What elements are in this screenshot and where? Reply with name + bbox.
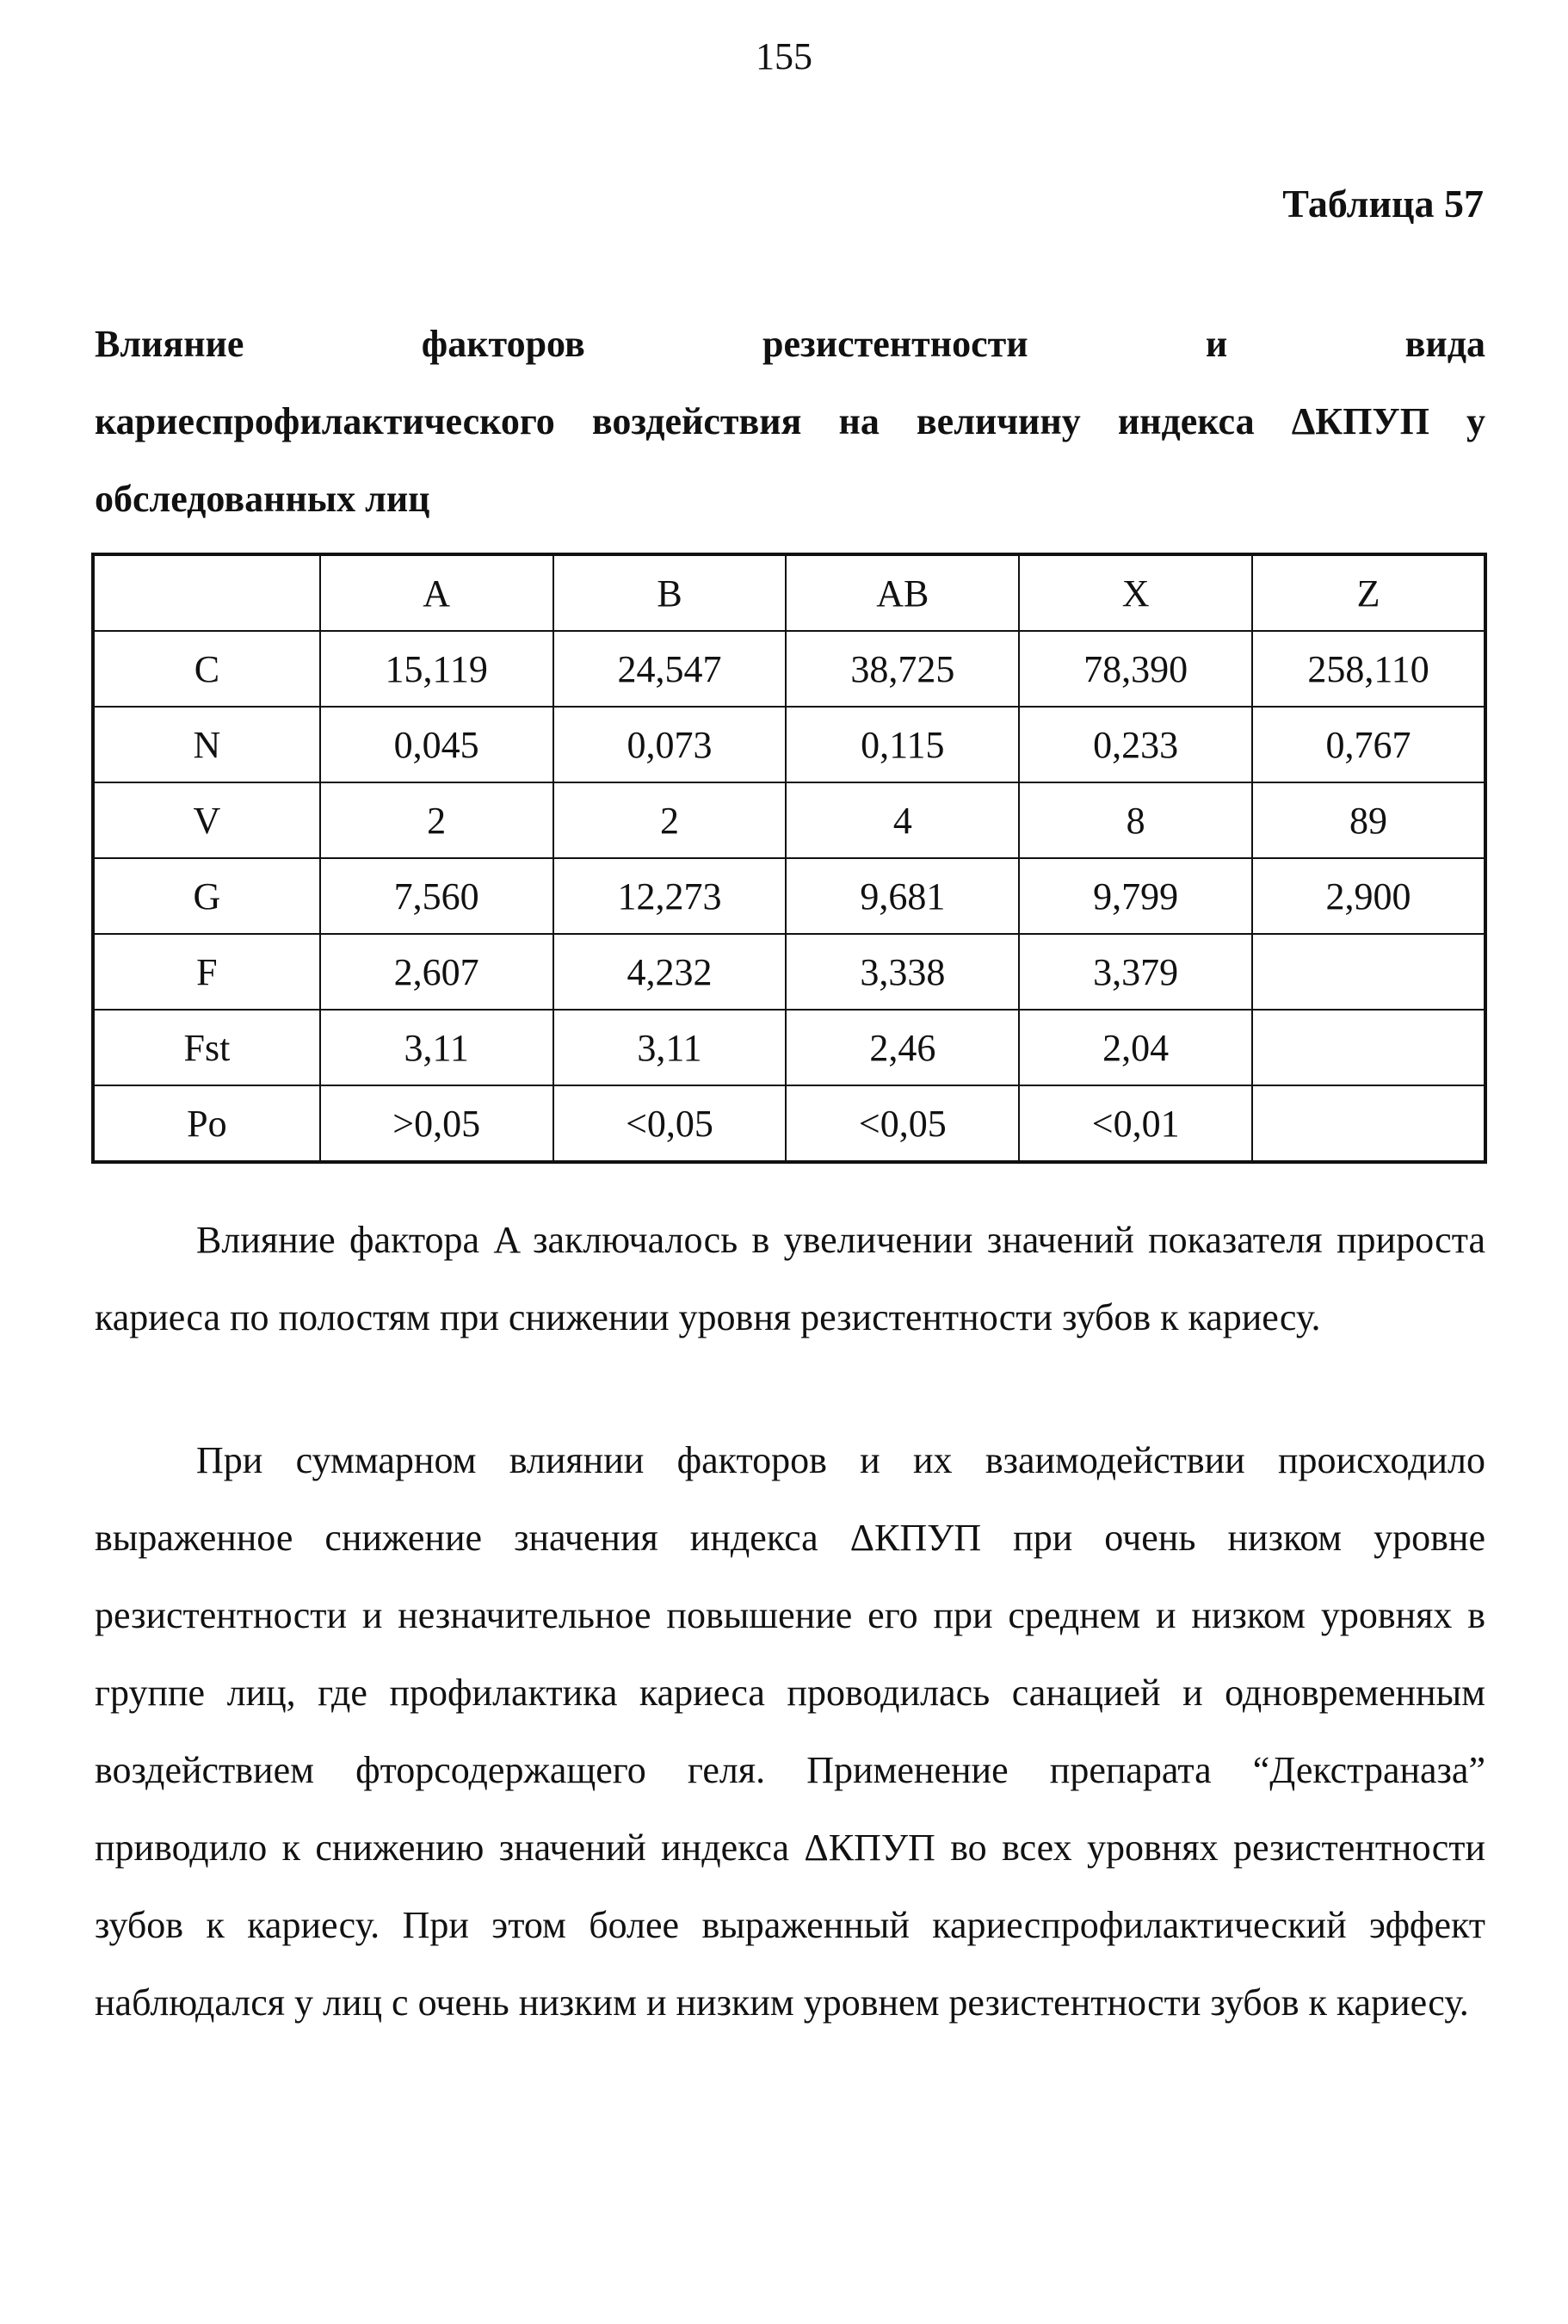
table-cell: 258,110 [1252,631,1485,707]
table-row [93,707,1485,782]
table-label: Таблица 57 [1282,182,1484,226]
table-cell: <0,01 [1019,1085,1252,1162]
table-cell: 2,04 [1019,1010,1252,1085]
header-cell: AB [786,554,1019,631]
table-cell: 3,379 [1019,934,1252,1010]
table-cell: 0,045 [320,707,553,782]
table-cell: 89 [1252,782,1485,858]
table-cell: 38,725 [786,631,1019,707]
table-cell: 2,900 [1252,858,1485,934]
table-cell: >0,05 [320,1085,553,1162]
table-row [93,782,1485,858]
header-cell [93,554,320,631]
caption-word: вида [1404,323,1485,365]
table-row [93,934,1485,1010]
header-cell: Z [1252,554,1485,631]
table-row [93,1085,1485,1162]
table-cell: 2 [553,782,787,858]
table-cell: 3,338 [786,934,1019,1010]
table-row [93,858,1485,934]
table-cell: 2 [320,782,553,858]
table-cell: 7,560 [320,858,553,934]
table-cell: 3,11 [320,1010,553,1085]
table-cell: F [93,934,320,1010]
table-cell: 78,390 [1019,631,1252,707]
table-caption [95,306,1485,538]
table-cell: 4 [786,782,1019,858]
caption-rest: кариеспрофилактического воздействия на величину индекса ΔКПУП у обследованных лиц [95,400,1485,520]
table-cell: Po [93,1085,320,1162]
paragraph-combined-effect: При суммарном влиянии факторов и их взаимодействии происходило выраженное снижение значения индекса ΔКПУП при очень низком уровне резистентности и незначительное повышение его при среднем и низком уровнях в группе лиц, где профилактика кариеса проводилась санацией и одновременным воздействием фторсодержащего геля. Применение препарата “Декстраназа” приводило к снижению значений индекса ΔКПУП во всех уровнях резистентности зубов к кариесу. При этом более выраженный кариеспрофилактический эффект наблюдался у лиц с очень низким и низким уровнем резистентности зубов к кариесу. [95,1439,1485,2024]
table-cell: V [93,782,320,858]
table-cell [1252,1010,1485,1085]
table-cell: <0,05 [786,1085,1019,1162]
table-cell: 0,073 [553,707,787,782]
caption-first-line [95,306,1485,383]
table-cell: 15,119 [320,631,553,707]
table-cell: 0,233 [1019,707,1252,782]
table-cell: 3,11 [553,1010,787,1085]
table-cell: 0,767 [1252,707,1485,782]
table-cell [1252,1085,1485,1162]
table-cell: 9,799 [1019,858,1252,934]
caption-word: факторов [421,323,585,365]
caption-word: и [1205,323,1228,365]
table-cell: C [93,631,320,707]
table-cell: 2,607 [320,934,553,1010]
header-cell: X [1019,554,1252,631]
table-cell [1252,934,1485,1010]
table-cell: G [93,858,320,934]
table-cell: 12,273 [553,858,787,934]
table-cell: 2,46 [786,1010,1019,1085]
caption-word: Влияние [95,323,244,365]
table-cell: 8 [1019,782,1252,858]
paragraph-factor-a: Влияние фактора A заключалось в увеличении значений показателя прироста кариеса по полостям при снижении уровня резистентности зубов к кариесу. [95,1219,1485,1338]
table-cell: 9,681 [786,858,1019,934]
table-cell: 4,232 [553,934,787,1010]
header-cell: B [553,554,787,631]
table-cell: N [93,707,320,782]
table-row [93,1010,1485,1085]
results-table [91,553,1487,1164]
page-number: 155 [756,35,812,77]
table-cell: <0,05 [553,1085,787,1162]
table-row [93,631,1485,707]
table-cell: 24,547 [553,631,787,707]
caption-word: резистентности [762,323,1028,365]
header-cell: A [320,554,553,631]
table-header-row [93,554,1485,631]
table-cell: 0,115 [786,707,1019,782]
table-cell: Fst [93,1010,320,1085]
